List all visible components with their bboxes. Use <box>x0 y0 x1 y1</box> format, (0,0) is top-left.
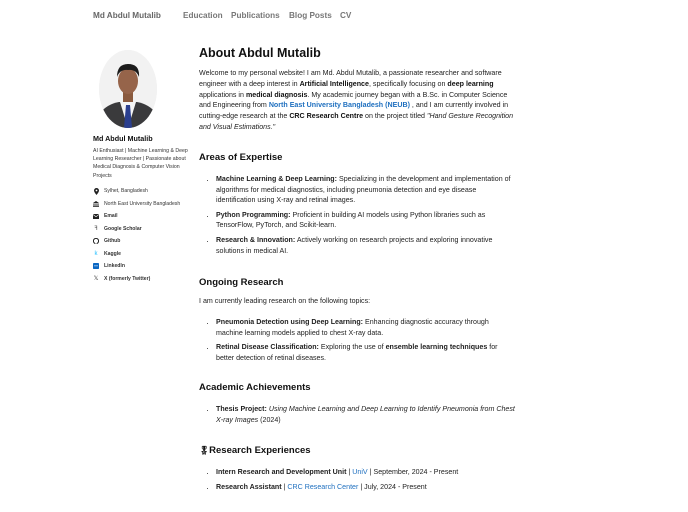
location-text: Sylhet, Bangladesh <box>104 188 148 195</box>
item-text: Enhancing diagnostic accuracy through machine learning models applied to chest X-ray data. <box>216 318 489 337</box>
nav-education[interactable]: Education <box>183 11 223 20</box>
list-item <box>216 342 516 363</box>
nav-publications[interactable]: Publications <box>231 11 280 20</box>
achievements-list <box>199 404 516 429</box>
list-item <box>216 210 516 231</box>
item-title: Python Programming: <box>216 210 291 219</box>
item-role: Research Assistant <box>216 482 282 491</box>
separator: | <box>346 468 353 476</box>
kaggle-label[interactable]: Kaggle <box>104 250 121 257</box>
expertise-list <box>199 174 516 260</box>
university-icon <box>93 201 99 207</box>
ongoing-heading: Ongoing Research <box>199 277 284 288</box>
envelope-icon <box>93 213 99 219</box>
brand-link[interactable]: Md Abdul Mutalib <box>93 11 161 20</box>
profile-links <box>93 185 203 285</box>
achievements-heading: Academic Achievements <box>199 382 311 393</box>
item-text: Proficient in building AI models using Python libraries such as TensorFlow, PyTorch, and Scikit-learn. <box>216 210 486 230</box>
nav-cv[interactable]: CV <box>340 11 352 20</box>
intro-text: . My academic journey began with a B.Sc. in Computer Science and Engineering from <box>199 90 508 110</box>
location-pin-icon <box>93 188 99 194</box>
item-text: for better detection of retinal diseases. <box>216 343 498 362</box>
item-date: | July, 2024 - Present <box>360 482 427 491</box>
x-twitter-icon: 𝕏 <box>93 276 99 283</box>
intro-text: on the project titled <box>363 112 427 121</box>
intro-bold: deep learning <box>447 79 494 88</box>
intro-bold: CRC Research Centre <box>289 112 364 121</box>
item-title: Machine Learning & Deep Learning: <box>216 175 338 183</box>
github-label[interactable]: Github <box>104 238 121 245</box>
item-title: Pneumonia Detection using Deep Learning: <box>216 318 364 326</box>
profile-bio: AI Enthusiast | Machine Learning & Deep Learning Researcher | Passionate about Medical Diagnosis & Computer Vision Projects <box>93 148 188 179</box>
thesis-title: Using Machine Learning and Deep Learning to Identify Pneumonia from Chest X-ray Images <box>216 405 515 424</box>
experience-heading-text: Research Experiences <box>209 445 311 456</box>
linkedin-icon <box>93 263 99 269</box>
medal-icon: 🎖 <box>199 446 210 455</box>
neub-link[interactable]: North East University Bangladesh (NEUB) <box>268 101 410 110</box>
item-role: Intern Research and Development Unit <box>216 468 347 476</box>
intro-paragraph <box>199 68 515 133</box>
item-text: Actively working on research projects and exploring innovative solutions in medical AI. <box>216 235 493 255</box>
intro-text: , and I am currently involved in cutting-edge research at the <box>199 101 509 121</box>
profile-name: Md Abdul Mutalib <box>93 134 153 143</box>
ongoing-intro: I am currently leading research on the following topics: <box>199 297 371 305</box>
list-item <box>216 482 516 493</box>
list-item <box>216 174 516 206</box>
experience-list <box>199 467 516 496</box>
kaggle-link[interactable] <box>93 248 203 261</box>
github-link[interactable] <box>93 235 203 248</box>
list-item <box>216 467 516 478</box>
expertise-heading: Areas of Expertise <box>199 152 283 163</box>
university-item <box>93 198 203 211</box>
intro-bold: medical diagnosis <box>245 90 308 99</box>
google-scholar-link[interactable] <box>93 223 203 236</box>
page-title: About Abdul Mutalib <box>199 46 321 60</box>
location-item <box>93 185 203 198</box>
separator: | <box>281 482 288 491</box>
list-item <box>216 317 516 338</box>
main-content <box>199 46 515 133</box>
x-twitter-label[interactable]: X (formerly Twitter) <box>104 275 151 282</box>
intro-text: applications in <box>199 90 246 99</box>
item-date: | September, 2024 - Present <box>369 468 459 476</box>
email-link[interactable] <box>93 210 203 223</box>
avatar <box>99 50 157 128</box>
list-item <box>216 404 516 425</box>
ongoing-list <box>199 317 516 367</box>
kaggle-icon: k <box>94 250 98 257</box>
item-title: Retinal Disease Classification: <box>216 343 319 352</box>
university-text: North East University Bangladesh <box>104 200 181 207</box>
item-title: Research & Innovation: <box>216 235 296 244</box>
email-label[interactable]: Email <box>104 213 118 220</box>
intro-text: , specifically focusing on <box>368 79 448 88</box>
google-scholar-icon: ꟻ <box>94 226 98 233</box>
linkedin-label[interactable]: LinkedIn <box>104 263 125 270</box>
item-text: (2024) <box>258 415 281 424</box>
item-bold: ensemble learning techniques <box>385 343 488 352</box>
list-item <box>216 235 516 256</box>
intro-bold: Artificial Intelligence <box>299 79 369 88</box>
profile-photo <box>99 50 157 128</box>
item-text: Exploring the use of <box>318 343 386 352</box>
univ-link[interactable]: UniV <box>352 468 368 476</box>
crc-link[interactable]: CRC Research Center <box>287 482 359 491</box>
item-text: Specializing in the development and implementation of algorithms for medical diagnostics, including pneumonia detection and eye disease identification using X-ray and retinal images. <box>216 175 511 205</box>
project-title: "Hand Gesture Recognition and Visual Estimations." <box>199 112 514 131</box>
experience-heading <box>199 445 311 456</box>
x-twitter-link[interactable] <box>93 273 203 286</box>
top-navbar <box>0 0 688 34</box>
linkedin-link[interactable] <box>93 260 203 273</box>
intro-text: Welcome to my personal website! I am Md. Abdul Mutalib, a passionate researcher and software engineer with a deep interest in <box>199 69 502 88</box>
github-icon <box>93 238 99 244</box>
item-title: Thesis Project: <box>216 405 267 413</box>
nav-blog-posts[interactable]: Blog Posts <box>289 11 332 20</box>
google-scholar-label[interactable]: Google Scholar <box>104 225 142 232</box>
